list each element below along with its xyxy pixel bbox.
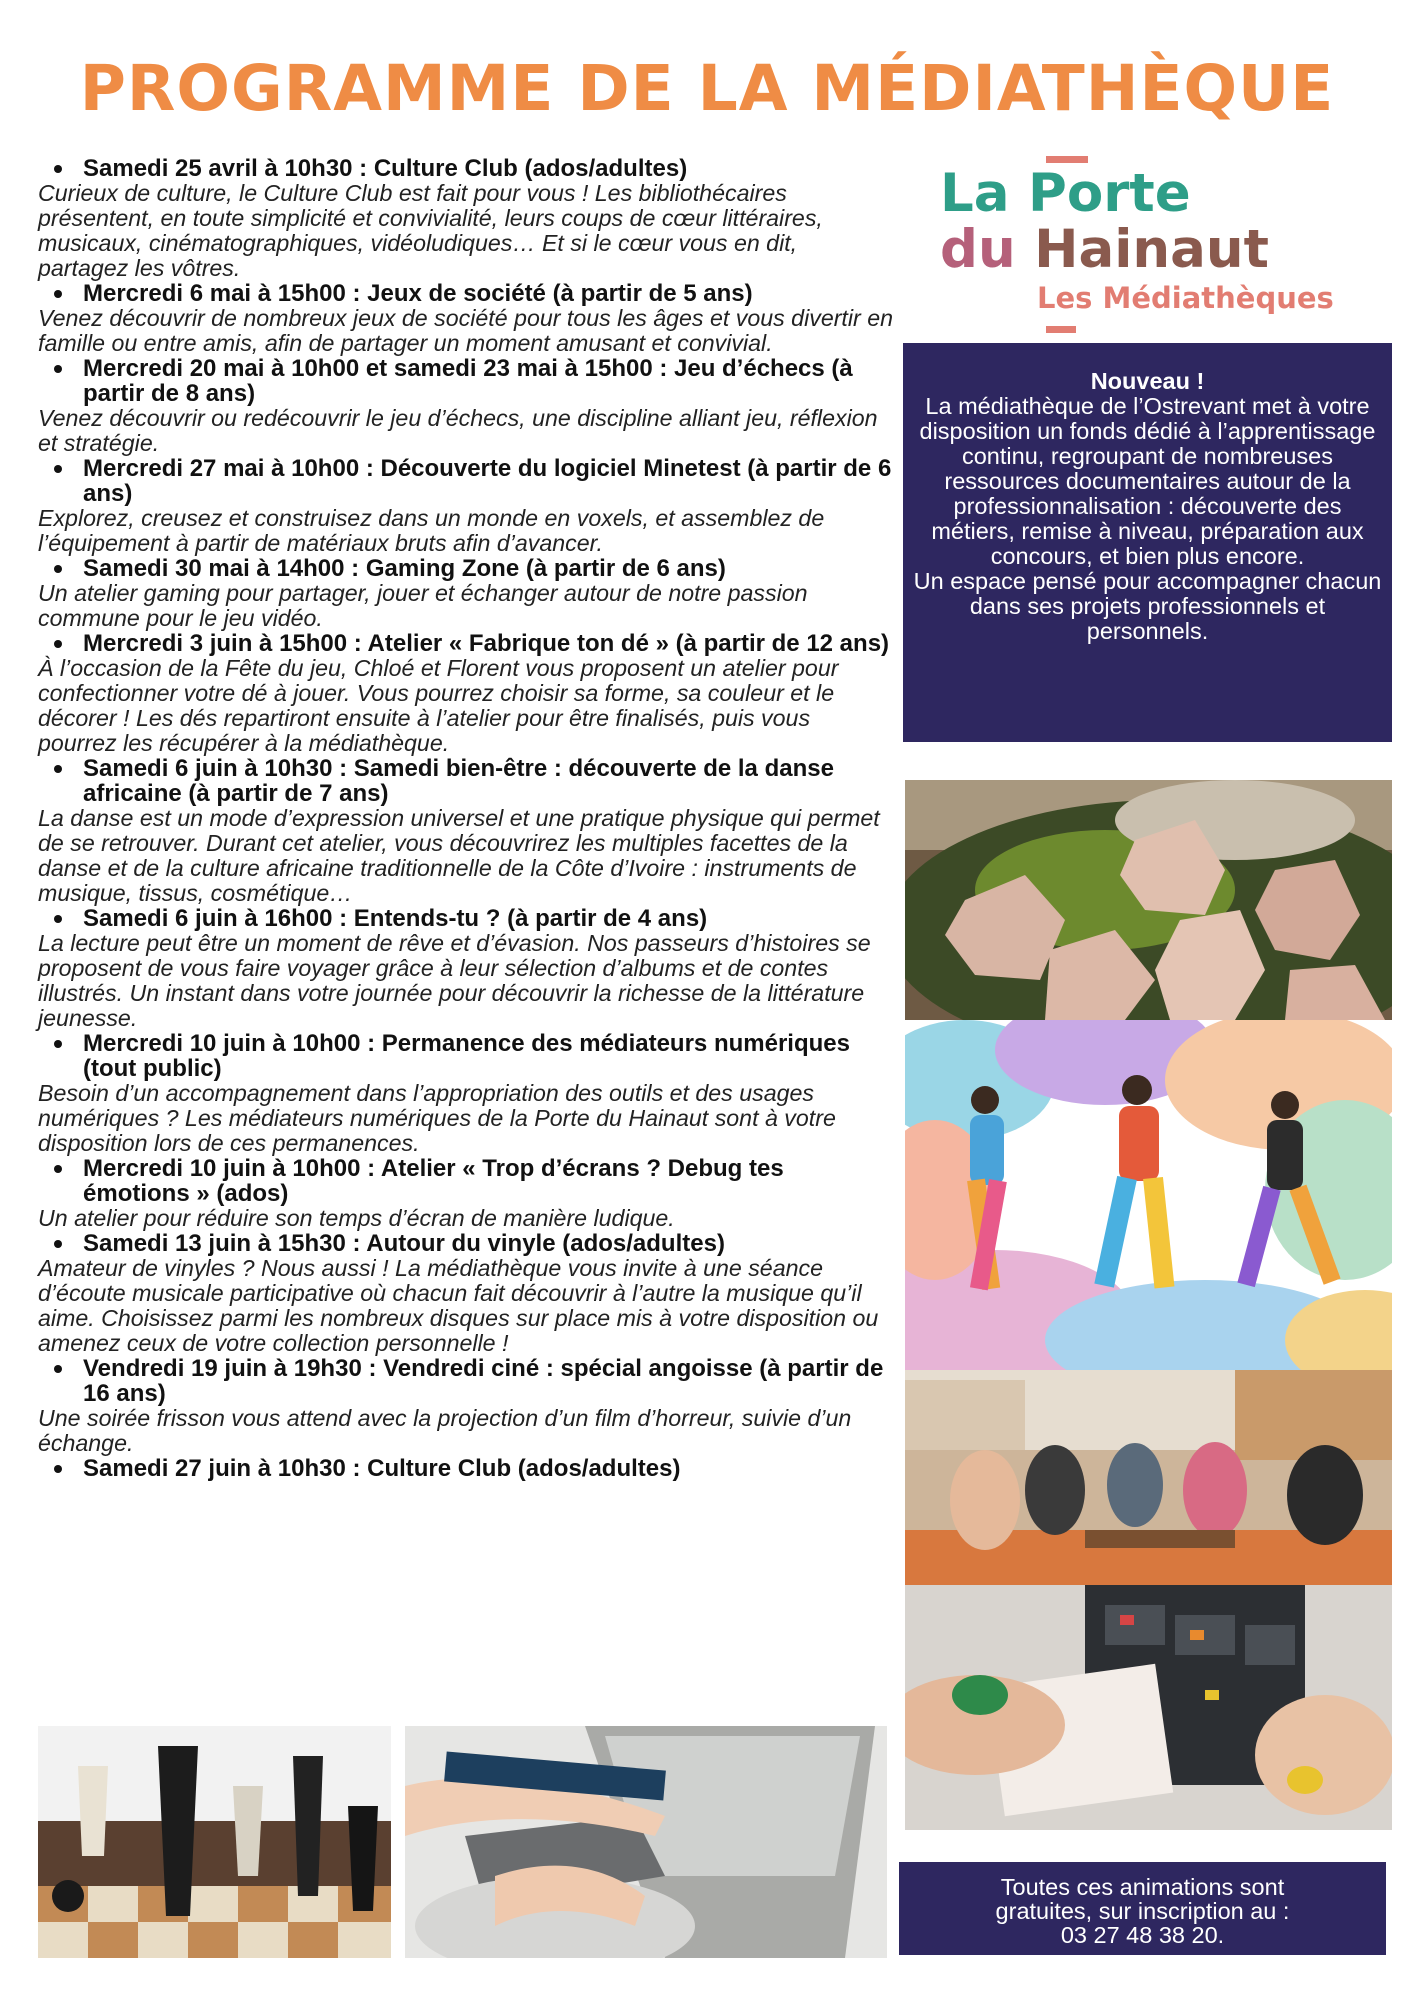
contact-phone: 03 27 48 38 20. (1060, 1922, 1225, 1948)
logo-subtitle: Les Médiathèques (1037, 281, 1334, 315)
event-description: Curieux de culture, le Culture Club est fait pour vous ! Les bibliothécaires présentent, en toute simplicité et convivialité, leurs coups de cœur littéraires, musicaux, cinématographiques, vidéoludiques… Et si le cœur vous en dit, partagez les vôtres. (38, 180, 823, 281)
news-title: Nouveau ! (1090, 368, 1205, 394)
event-description: Besoin d’un accompagnement dans l’appropriation des outils et des usages numériques ? Les médiateurs numériques de la Porte du Hainaut sont à votre disposition lors de ces permanences. (38, 1080, 836, 1156)
bullet-icon (54, 565, 62, 573)
event-title-text: Samedi 25 avril à 10h30 : Culture Club (ados/adultes) (83, 155, 688, 182)
event-title (38, 281, 893, 306)
event-title (38, 1156, 893, 1206)
logo-word-du: du (940, 219, 1035, 280)
event-title (38, 156, 893, 181)
logo-word-la: La (940, 163, 1028, 224)
event-title (38, 906, 893, 931)
bullet-icon (54, 290, 62, 298)
event-title-text: Mercredi 10 juin à 10h00 : Permanence des médiateurs numériques (tout public) (83, 1030, 850, 1082)
event-title (38, 631, 893, 656)
event-title-text: Mercredi 3 juin à 15h00 : Atelier « Fabrique ton dé » (à partir de 12 ans) (83, 630, 890, 657)
event-description: Venez découvrir de nombreux jeux de société pour tous les âges et vous divertir en famille ou entre amis, afin de partager un moment amusant et convivial. (38, 305, 893, 356)
event-description: Un atelier gaming pour partager, jouer et échanger autour de notre passion commune pour le jeu vidéo. (38, 580, 808, 631)
library-logo (940, 154, 1360, 334)
logo-word-porte: Porte (1028, 163, 1191, 224)
bullet-icon (54, 1465, 62, 1473)
event-title (38, 756, 893, 806)
event-title-text: Mercredi 6 mai à 15h00 : Jeux de société (à partir de 5 ans) (83, 280, 753, 307)
bullet-icon (54, 1240, 62, 1248)
contact-box (899, 1862, 1386, 1955)
event-list (38, 156, 893, 1481)
news-box (903, 343, 1392, 742)
event-description: La danse est un mode d’expression universel et une pratique physique qui permet de se retrouver. Durant cet atelier, vous découvrirez les multiples facettes de la danse et de la culture africaine traditionnelle de la Côte d’Ivoire : instruments de musique, tissus, cosmétique… (38, 805, 880, 906)
group-activity-photo (905, 1370, 1392, 1585)
event-title-text: Samedi 6 juin à 16h00 : Entends-tu ? (à partir de 4 ans) (83, 905, 708, 932)
event-description: La lecture peut être un moment de rêve et d’évasion. Nos passeurs d’histoires se proposent de vous faire voyager grâce à leur sélection d’albums et de contes illustrés. Un instant dans votre journée pour découvrir la richesse de la littérature jeunesse. (38, 930, 871, 1031)
event-title-text: Samedi 30 mai à 14h00 : Gaming Zone (à partir de 6 ans) (83, 555, 726, 582)
bullet-icon (54, 1165, 62, 1173)
logo-word-hainaut: Hainaut (1034, 219, 1269, 280)
laptop-photo (405, 1726, 887, 1958)
event-title (38, 1031, 893, 1081)
bullet-icon (54, 915, 62, 923)
chess-photo (38, 1726, 391, 1958)
contact-line-1: Toutes ces animations sont (1000, 1874, 1285, 1900)
event-title (38, 1231, 893, 1256)
african-dance-illustration (905, 1020, 1392, 1370)
event-title-text: Vendredi 19 juin à 19h30 : Vendredi ciné : spécial angoisse (à partir de 16 ans) (83, 1355, 884, 1407)
event-title-text: Samedi 13 juin à 15h30 : Autour du vinyle (ados/adultes) (83, 1230, 725, 1257)
event-title-text: Mercredi 27 mai à 10h00 : Découverte du logiciel Minetest (à partir de 6 ans) (83, 455, 892, 507)
event-title-text: Samedi 27 juin à 10h30 : Culture Club (ados/adultes) (83, 1455, 681, 1482)
event-description: Amateur de vinyles ? Nous aussi ! La médiathèque vous invite à une séance d’écoute musicale participative où chacun fait découvrir à l’autre la musique qu’il aime. Choisissez parmi les nombreux disques sur place mis à votre disposition ou amenez ceux de votre collection personnelle ! (38, 1255, 879, 1356)
bullet-icon (54, 165, 62, 173)
bullet-icon (54, 765, 62, 773)
news-text-2: Un espace pensé pour accompagner chacun dans ses projets professionnels et personnels. (913, 568, 1382, 644)
event-description: Explorez, creusez et construisez dans un monde en voxels, et assemblez de l’équipement à partir de matériaux bruts afin d’avancer. (38, 505, 825, 556)
event-title-text: Mercredi 10 juin à 10h00 : Atelier « Trop d’écrans ? Debug tes émotions » (ados) (83, 1155, 784, 1207)
contact-line-2: gratuites, sur inscription au : (995, 1898, 1290, 1924)
event-title-text: Samedi 6 juin à 10h30 : Samedi bien-être : découverte de la danse africaine (à partir de 7 ans) (83, 755, 834, 807)
bullet-icon (54, 1365, 62, 1373)
board-game-photo (905, 1585, 1392, 1830)
dice-photo (905, 780, 1392, 1020)
event-description: Un atelier pour réduire son temps d’écran de manière ludique. (38, 1205, 675, 1231)
bullet-icon (54, 465, 62, 473)
event-description: Venez découvrir ou redécouvrir le jeu d’échecs, une discipline alliant jeu, réflexion et stratégie. (38, 405, 878, 456)
event-title (38, 1356, 893, 1406)
bullet-icon (54, 1040, 62, 1048)
event-description: À l’occasion de la Fête du jeu, Chloé et Florent vous proposent un atelier pour confectionner votre dé à jouer. Vous pourrez choisir sa forme, sa couleur et le décorer ! Les dés repartiront ensuite à l’atelier pour être finalisés, puis vous pourrez les récupérer à la médiathèque. (38, 655, 839, 756)
event-description: Une soirée frisson vous attend avec la projection d’un film d’horreur, suivie d’un échange. (38, 1405, 852, 1456)
event-title-text: Mercredi 20 mai à 10h00 et samedi 23 mai à 15h00 : Jeu d’échecs (à partir de 8 ans) (83, 355, 853, 407)
event-title (38, 456, 893, 506)
bullet-icon (54, 365, 62, 373)
page-title: PROGRAMME DE LA MÉDIATHÈQUE (79, 52, 1335, 125)
news-text: La médiathèque de l’Ostrevant met à votre disposition un fonds dédié à l’apprentissage continu, regroupant de nombreuses ressources documentaires autour de la professionnalisation : découverte des métiers, remise à niveau, préparation aux concours, et bien plus encore. (919, 393, 1376, 569)
bullet-icon (54, 640, 62, 648)
event-title (38, 556, 893, 581)
event-title (38, 1456, 893, 1481)
event-title (38, 356, 893, 406)
